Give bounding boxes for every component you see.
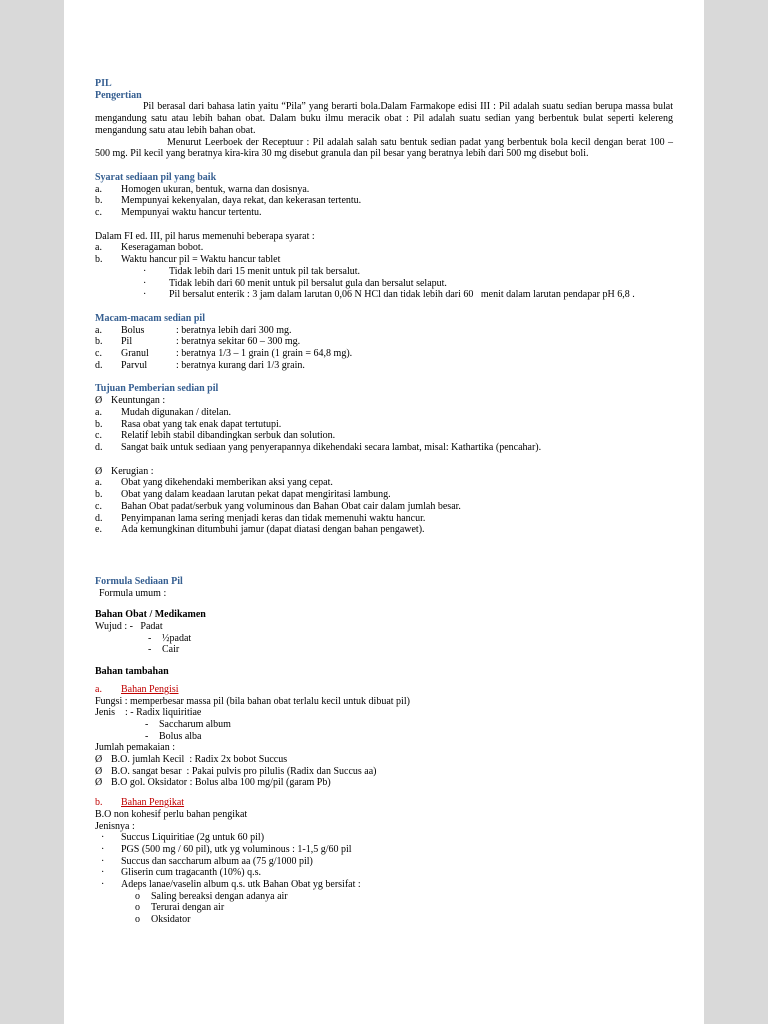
list-text: PGS (500 mg / 60 pil), utk yg voluminous : 1-1,5 g/60 pil <box>121 843 352 855</box>
list-marker: b. <box>95 489 103 501</box>
list-marker: c. <box>95 430 102 442</box>
spacer <box>95 160 673 172</box>
list-marker: Ø <box>95 754 103 766</box>
subsection-heading-text: Bahan Pengikat <box>121 797 185 809</box>
definition-text: : beratnya 1/3 – 1 grain (1 grain = 64,8 mg). <box>176 348 353 360</box>
right-gutter <box>704 0 768 1024</box>
list-item <box>95 419 673 431</box>
list-marker: · <box>143 265 147 277</box>
list-text: Cair <box>162 644 180 656</box>
spacer <box>95 599 673 609</box>
list-item <box>95 254 673 266</box>
list-marker: d. <box>95 512 103 524</box>
bold-heading: Bahan tambahan <box>95 666 169 678</box>
list-text: Obat yang dikehendaki memberikan aksi yang cepat. <box>121 477 333 489</box>
section-heading: Formula Sediaan Pil <box>95 575 183 587</box>
list-marker: · <box>143 289 147 301</box>
text-line: Wujud : - Padat <box>95 621 163 633</box>
list-marker: d. <box>95 441 103 453</box>
left-gutter <box>0 0 64 1024</box>
list-text: B.O. sangat besar : Pakai pulvis pro pilulis (Radix dan Succus aa) <box>111 765 377 777</box>
list-text: Pil bersalut enterik : 3 jam dalam larutan 0,06 N HCl dan tidak lebih dari 60 menit dalam larutan pendapar pH 6,8 . <box>169 289 635 301</box>
list-marker: · <box>101 832 105 844</box>
list-text: Adeps lanae/vaselin album q.s. utk Bahan Obat yg bersifat : <box>121 879 361 891</box>
list-text: Saccharum album <box>159 718 231 730</box>
list-item <box>145 731 673 743</box>
list-item <box>101 832 673 844</box>
list-marker: - <box>148 632 152 644</box>
list-marker: c. <box>95 348 102 360</box>
list-marker: b. <box>95 418 103 430</box>
list-item <box>95 513 673 525</box>
list-item <box>143 289 673 301</box>
list-text: Tidak lebih dari 60 menit untuk pil bersalut gula dan bersalut selaput. <box>169 277 447 289</box>
list-item <box>143 278 673 290</box>
paragraph: Menurut Leerboek der Receptuur : Pil adalah salah satu bentuk sedian padat yang berbentuk bola kecil dengan berat 100 – 500 mg. Pil kecil yang beratnya kira-kira 30 mg disebut granula dan pil besar yang beratnya lebih dari 500 mg disebut boli. <box>95 136 673 160</box>
definition-item <box>95 325 673 337</box>
spacer <box>95 656 673 666</box>
list-item <box>101 844 673 856</box>
list-marker: - <box>145 718 149 730</box>
list-marker: b. <box>95 254 103 266</box>
list-marker: · <box>101 843 105 855</box>
list-item <box>101 856 673 868</box>
section-heading: PIL <box>95 78 112 89</box>
list-text: Bolus alba <box>159 730 202 742</box>
list-item <box>95 777 673 789</box>
list-text: Bahan Obat padat/serbuk yang voluminous dan Bahan Obat cair dalam jumlah besar. <box>121 500 461 512</box>
section-heading: Syarat sediaan pil yang baik <box>95 171 217 183</box>
list-marker: a. <box>95 477 102 489</box>
list-item <box>95 442 673 454</box>
list-marker: Ø <box>95 395 103 407</box>
list-marker: · <box>143 277 147 289</box>
subsection-heading <box>95 684 673 696</box>
text-line: Jenis : - Radix liquiritiae <box>95 707 202 719</box>
text-line: Jenisnya : <box>95 820 135 832</box>
list-text: Saling bereaksi dengan adanya air <box>151 890 288 902</box>
list-text: Relatif lebih stabil dibandingkan serbuk dan solution. <box>121 430 336 442</box>
list-item <box>95 242 673 254</box>
document-page <box>64 0 704 1024</box>
list-text: ½padat <box>162 632 192 644</box>
list-item <box>95 754 673 766</box>
list-item <box>101 867 673 879</box>
list-marker: - <box>148 644 152 656</box>
definition-text: : beratnya kurang dari 1/3 grain. <box>176 359 305 371</box>
list-text: Succus Liquiritiae (2g untuk 60 pil) <box>121 832 265 844</box>
list-item <box>95 207 673 219</box>
list-text: Obat yang dalam keadaan larutan pekat dapat mengiritasi lambung. <box>121 489 391 501</box>
list-marker: b. <box>95 195 103 207</box>
list-marker: Ø <box>95 465 103 477</box>
list-item <box>148 644 673 656</box>
spacer <box>95 536 673 576</box>
list-item <box>95 407 673 419</box>
list-text: Mempunyai waktu hancur tertentu. <box>121 207 262 219</box>
section-heading: Pengertian <box>95 89 142 101</box>
list-item <box>148 633 673 645</box>
list-text: Mempunyai kekenyalan, daya rekat, dan kekerasan tertentu. <box>121 195 362 207</box>
paragraph: Pil berasal dari bahasa latin yaitu “Pila” yang berarti bola.Dalam Farmakope edisi III : Pil adalah suatu sedian berupa massa bulat mengandung satu atau lebih bahan obat. Dalam buku ilmu meracik obat : Pil adalah suatu sedian yang berbentuk bulat seperti kelereng mengandung satu atau lebih bahan obat. <box>95 101 673 136</box>
list-text: Keuntungan : <box>111 395 166 407</box>
text-line: Fungsi : memperbesar massa pil (bila bahan obat terlalu kecil untuk dibuat pil) <box>95 695 410 707</box>
spacer <box>95 301 673 313</box>
list-item <box>95 395 673 407</box>
list-marker: a. <box>95 406 102 418</box>
list-text: Oksidator <box>151 914 191 926</box>
list-text: B.O. jumlah Kecil : Radix 2x bobot Succus <box>111 754 288 766</box>
list-text: Rasa obat yang tak enak dapat tertutupi. <box>121 418 282 430</box>
list-item <box>95 524 673 536</box>
term: Bolus <box>121 324 145 336</box>
list-marker: o <box>135 902 140 914</box>
list-text: Penyimpanan lama sering menjadi keras dan tidak memenuhi waktu hancur. <box>121 512 426 524</box>
list-marker: - <box>145 730 149 742</box>
list-item <box>135 891 673 903</box>
list-item <box>95 195 673 207</box>
document-content <box>64 0 704 926</box>
list-text: Terurai dengan air <box>151 902 225 914</box>
list-marker: a. <box>95 242 102 254</box>
list-text: Tidak lebih dari 15 menit untuk pil tak bersalut. <box>169 265 360 277</box>
list-marker: e. <box>95 524 102 536</box>
list-text: Sangat baik untuk sediaan yang penyerapannya dikehendaki secara lambat, misal: Kathartika (pencahar). <box>121 441 542 453</box>
spacer <box>95 789 673 797</box>
list-marker: · <box>101 867 105 879</box>
list-text: Ada kemungkinan ditumbuhi jamur (dapat diatasi dengan bahan pengawet). <box>121 524 425 536</box>
spacer <box>95 454 673 466</box>
subsection-heading-text: Bahan Pengisi <box>121 683 179 695</box>
section-heading: Macam-macam sedian pil <box>95 312 205 324</box>
spacer <box>95 219 673 231</box>
list-marker: o <box>135 890 140 902</box>
list-marker: Ø <box>95 777 103 789</box>
list-text: Mudah digunakan / ditelan. <box>121 406 231 418</box>
section-heading: Tujuan Pemberian sedian pil <box>95 383 219 395</box>
list-item <box>135 914 673 926</box>
list-marker: b. <box>95 336 103 348</box>
list-item <box>95 766 673 778</box>
text-line: B.O non kohesif perlu bahan pengikat <box>95 808 248 820</box>
list-item <box>135 902 673 914</box>
text-line: Jumlah pemakaian : <box>95 742 175 754</box>
list-item <box>95 430 673 442</box>
list-marker: c. <box>95 207 102 219</box>
list-text: B.O gol. Oksidator : Bolus alba 100 mg/pil (garam Pb) <box>111 777 331 789</box>
list-marker: a. <box>95 183 102 195</box>
list-text: Homogen ukuran, bentuk, warna dan dosisnya. <box>121 183 310 195</box>
list-marker: a. <box>95 683 102 695</box>
list-marker: · <box>101 855 105 867</box>
list-item <box>101 879 673 891</box>
list-text: Gliserin cum tragacanth (10%) q.s. <box>121 867 261 879</box>
list-item <box>95 501 673 513</box>
list-item <box>95 184 673 196</box>
spacer <box>95 371 673 383</box>
list-marker: a. <box>95 324 102 336</box>
text-line: Formula umum : <box>99 587 167 599</box>
list-text: Waktu hancur pil = Waktu hancur tablet <box>121 254 281 266</box>
list-marker: o <box>135 914 140 926</box>
definition-item <box>95 360 673 372</box>
list-item <box>145 719 673 731</box>
list-marker: b. <box>95 797 103 809</box>
definition-item <box>95 336 673 348</box>
subsection-heading <box>95 797 673 809</box>
list-item <box>95 466 673 478</box>
definition-item <box>95 348 673 360</box>
term: Granul <box>121 348 149 360</box>
term: Pil <box>121 336 133 348</box>
list-item <box>95 489 673 501</box>
list-marker: d. <box>95 359 103 371</box>
definition-text: : beratnya lebih dari 300 mg. <box>176 324 292 336</box>
bold-heading: Bahan Obat / Medikamen <box>95 609 206 621</box>
list-marker: c. <box>95 500 102 512</box>
list-text: Succus dan saccharum album aa (75 g/1000 pil) <box>121 855 313 867</box>
text-line: Dalam FI ed. III, pil harus memenuhi beberapa syarat : <box>95 230 315 242</box>
list-marker: Ø <box>95 765 103 777</box>
list-item <box>95 477 673 489</box>
list-item <box>143 266 673 278</box>
definition-text: : beratnya sekitar 60 – 300 mg. <box>176 336 301 348</box>
list-marker: · <box>101 879 105 891</box>
list-text: Kerugian : <box>111 465 154 477</box>
term: Parvul <box>121 359 148 371</box>
list-text: Keseragaman bobot. <box>121 242 204 254</box>
